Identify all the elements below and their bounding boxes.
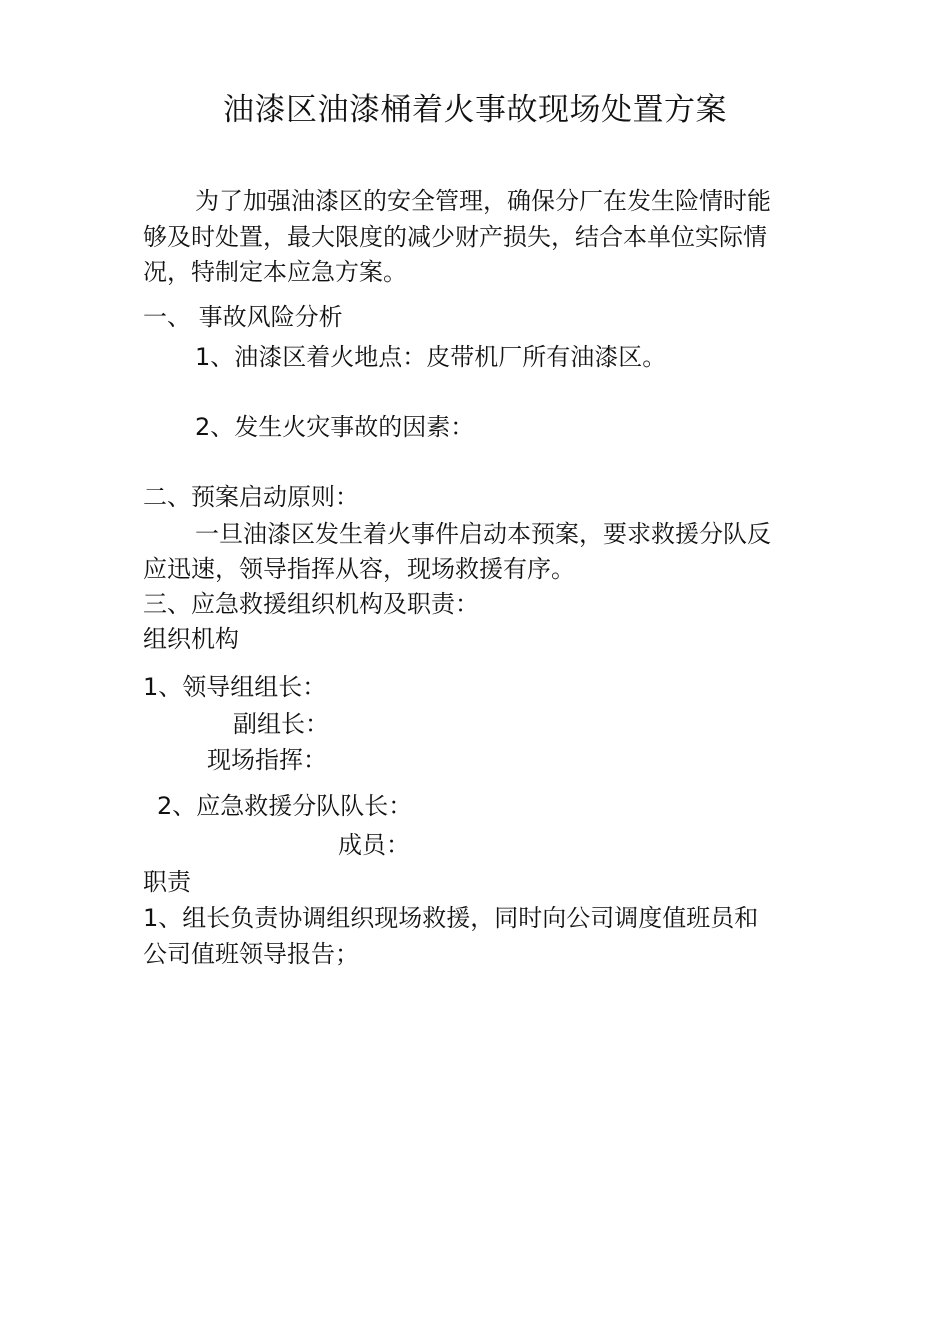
section1-heading: 一、 事故风险分析 xyxy=(143,303,343,331)
section2-body-line-2: 应迅速，领导指挥从容，现场救援有序。 xyxy=(143,555,575,583)
section2-heading: 二、预案启动原则： xyxy=(143,483,359,511)
commander-line: 现场指挥： xyxy=(207,746,327,774)
section2-body-line-1: 一旦油漆区发生着火事件启动本预案，要求救援分队反 xyxy=(195,520,771,548)
intro-line-1: 为了加强油漆区的安全管理，确保分厂在发生险情时能 xyxy=(195,187,771,215)
duty-1-line-2: 公司值班领导报告； xyxy=(143,940,359,968)
section3-heading: 三、应急救援组织机构及职责： xyxy=(143,590,479,618)
section1-item-1: 1、油漆区着火地点：皮带机厂所有油漆区。 xyxy=(195,343,667,371)
deputy-line: 副组长： xyxy=(233,710,329,738)
intro-line-3: 况，特制定本应急方案。 xyxy=(143,258,407,286)
leader-line: 1、领导组组长： xyxy=(143,673,327,701)
members-line: 成员： xyxy=(338,831,410,859)
section1-item-2: 2、发生火灾事故的因素： xyxy=(195,413,475,441)
org-label: 组织机构 xyxy=(143,625,239,653)
duty-1-line-1: 1、组长负责协调组织现场救援，同时向公司调度值班员和 xyxy=(143,904,759,932)
team-leader-line: 2、应急救援分队队长： xyxy=(157,792,413,820)
intro-line-2: 够及时处置，最大限度的减少财产损失，结合本单位实际情 xyxy=(143,223,767,251)
document-title: 油漆区油漆桶着火事故现场处置方案 xyxy=(223,92,727,128)
duty-label: 职责 xyxy=(143,868,191,896)
